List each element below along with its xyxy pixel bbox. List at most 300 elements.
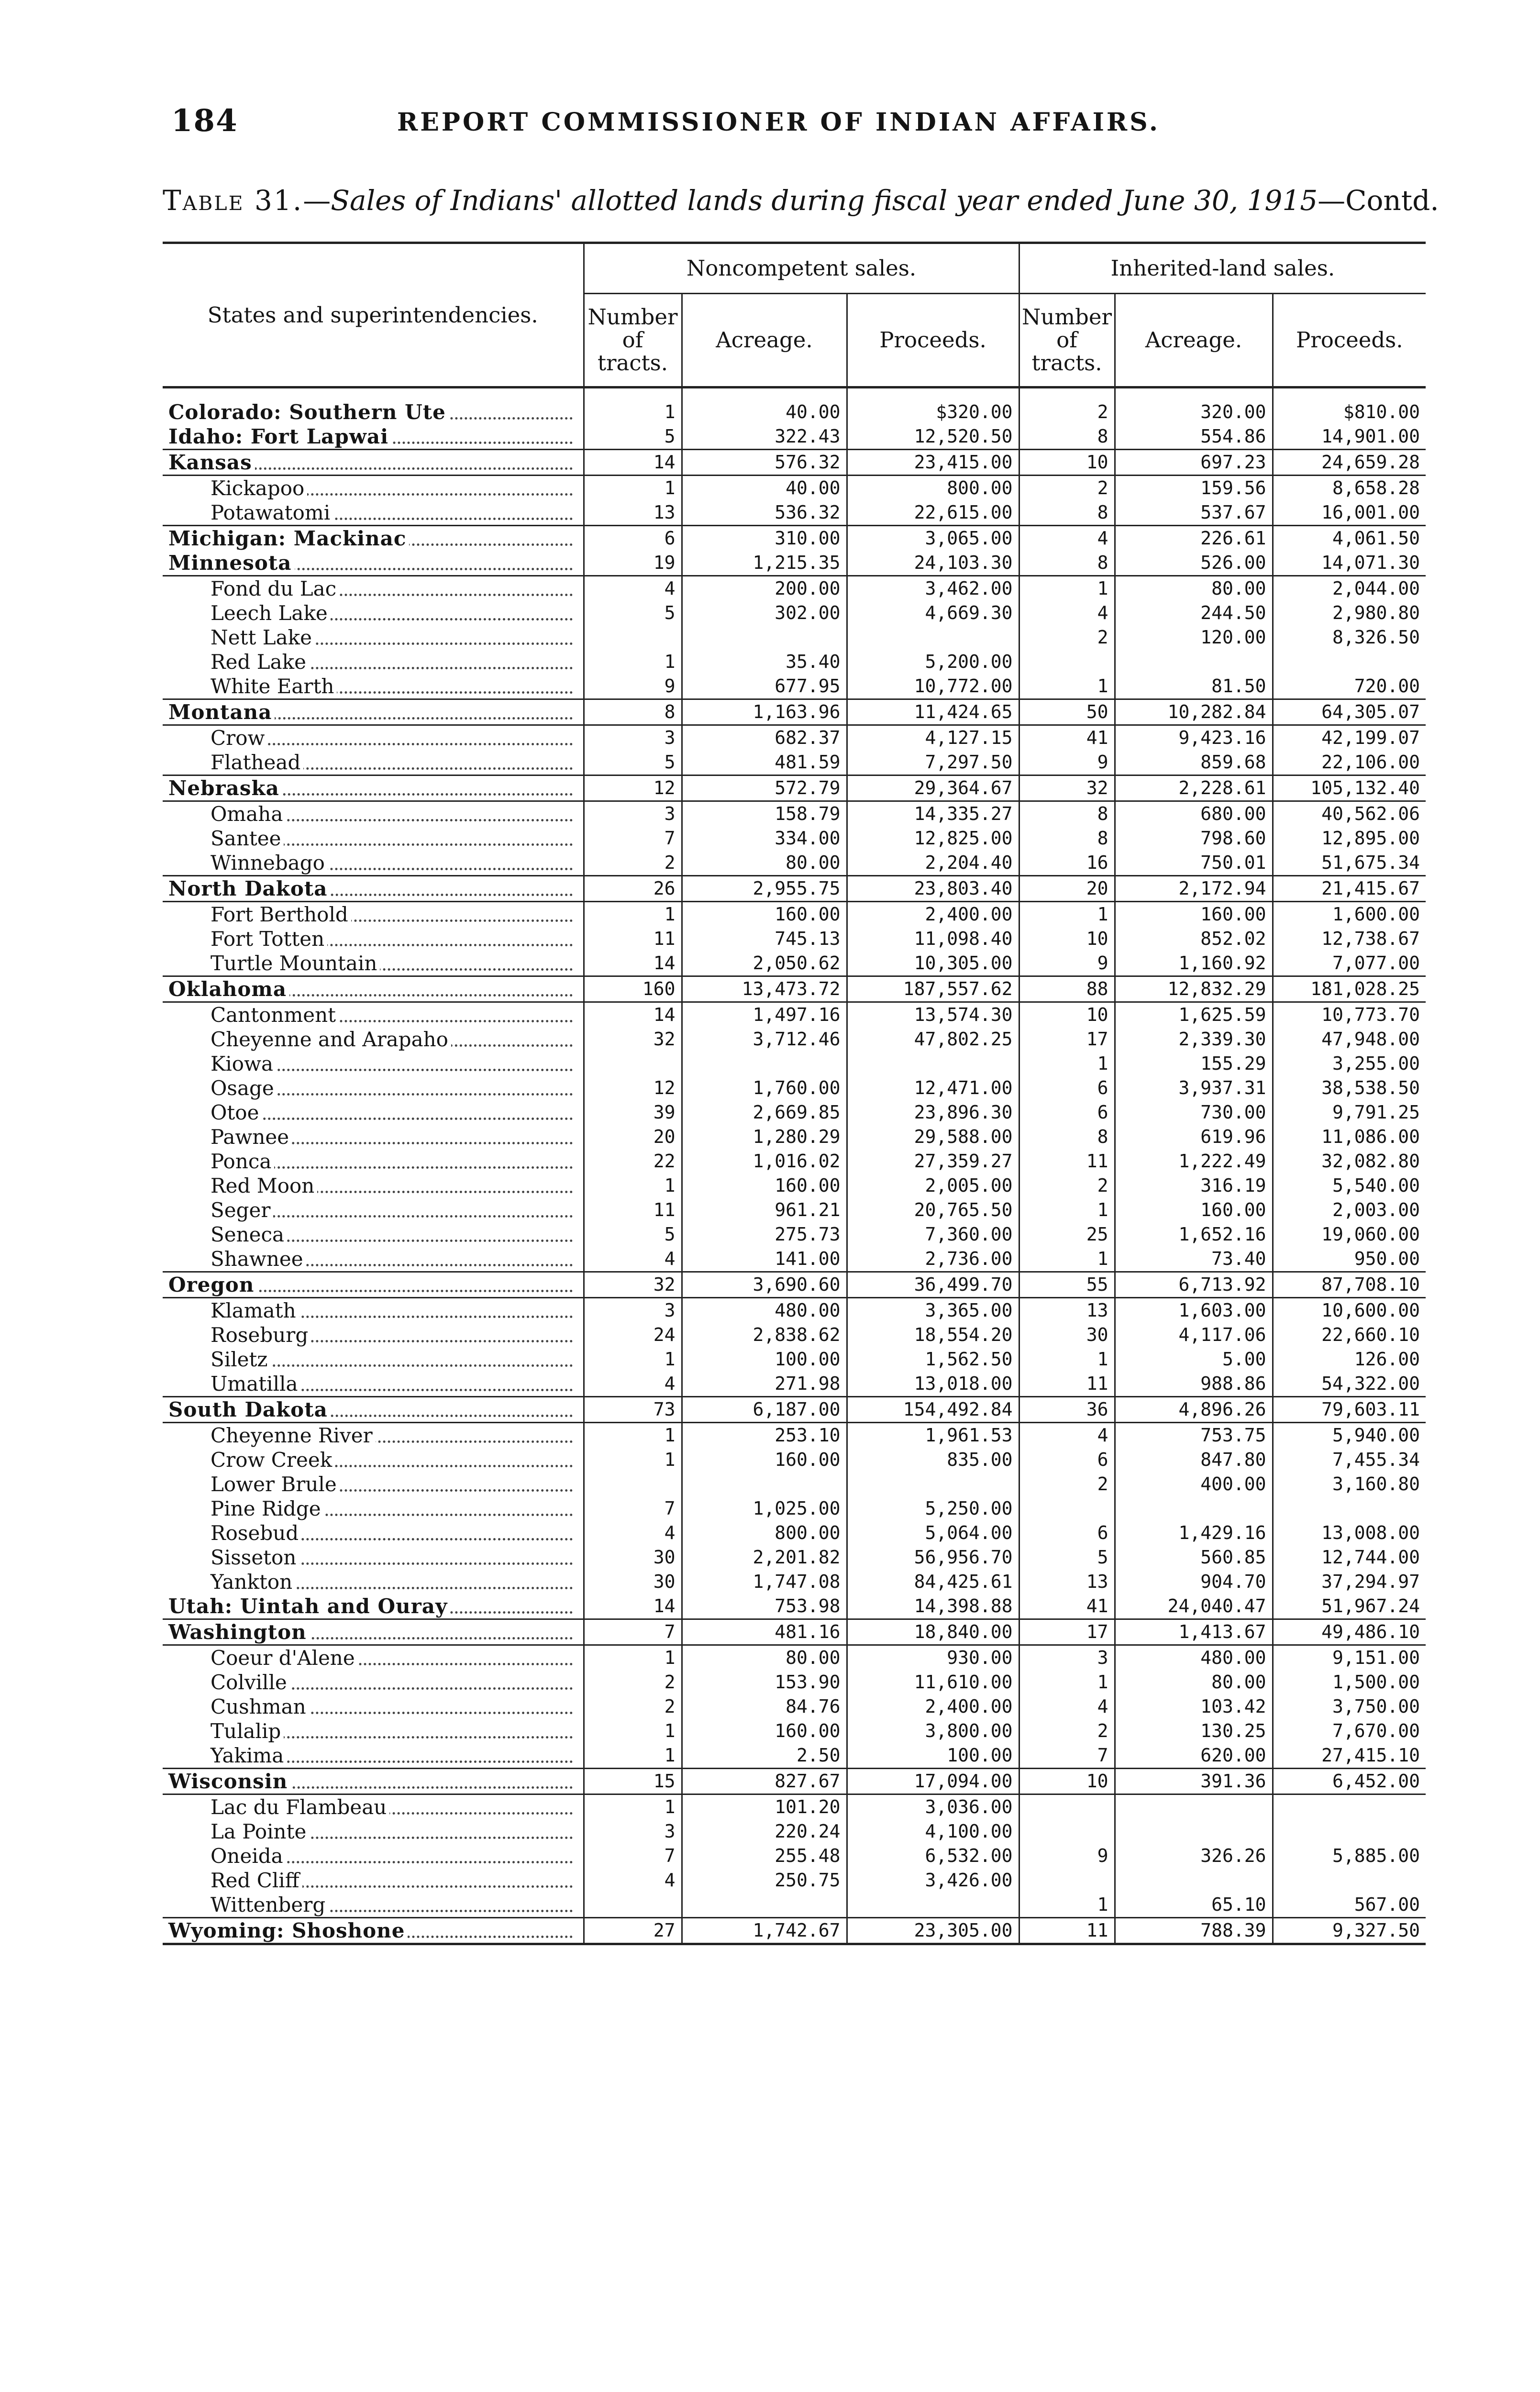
nc-proceeds-cell: 5,250.00 bbox=[847, 1496, 1019, 1521]
agency-name-cell bbox=[163, 826, 584, 851]
nc-proceeds-cell: 1,961.53 bbox=[847, 1423, 1019, 1448]
table-row bbox=[163, 1670, 1426, 1694]
in-tracts-cell: 10 bbox=[1019, 927, 1115, 951]
nc-tracts-cell: 7 bbox=[584, 826, 682, 851]
in-tracts-cell: 2 bbox=[1019, 1719, 1115, 1743]
leader-dots bbox=[168, 1769, 577, 1794]
nc-proceeds-cell: 5,064.00 bbox=[847, 1521, 1019, 1545]
nc-tracts-cell: 1 bbox=[584, 476, 682, 501]
leader-dots bbox=[211, 1423, 577, 1448]
nc-proceeds-cell: 4,127.15 bbox=[847, 725, 1019, 751]
leader-dots bbox=[168, 776, 577, 800]
nc-tracts-cell: 4 bbox=[584, 1521, 682, 1545]
agency-name-cell bbox=[163, 1100, 584, 1125]
table-row bbox=[163, 1893, 1426, 1918]
leader-dots bbox=[211, 1844, 577, 1868]
in-proceeds-cell: 2,003.00 bbox=[1332, 1199, 1420, 1220]
in-tracts-cell: 6 bbox=[1019, 1100, 1115, 1125]
leader-dots bbox=[211, 1670, 577, 1694]
table-row bbox=[163, 750, 1426, 775]
nc-acreage-cell: 2,050.62 bbox=[682, 951, 847, 976]
in-acreage-cell: 5.00 bbox=[1115, 1347, 1273, 1372]
in-tracts-cell: 8 bbox=[1019, 424, 1115, 450]
nc-acreage-cell: 275.73 bbox=[682, 1222, 847, 1247]
row-label: Oneida bbox=[211, 1844, 286, 1868]
in-proceeds-cell: 9,327.50 bbox=[1273, 1918, 1426, 1944]
state-name-cell bbox=[163, 1918, 584, 1944]
nc-proceeds-cell: 14,398.88 bbox=[847, 1594, 1019, 1619]
in-acreage-cell: 320.00 bbox=[1115, 400, 1273, 424]
in-proceeds-cell: 9,791.25 bbox=[1332, 1102, 1420, 1123]
nc-acreage-cell: 255.48 bbox=[682, 1844, 847, 1868]
in-proceeds-cell: 40,562.06 bbox=[1273, 801, 1426, 827]
nc-proceeds-cell: 84,425.61 bbox=[847, 1570, 1019, 1594]
table-row bbox=[163, 1125, 1426, 1149]
leader-dots bbox=[168, 450, 577, 475]
row-label: Red Cliff bbox=[211, 1869, 302, 1892]
in-acreage-cell: 400.00 bbox=[1115, 1472, 1273, 1496]
in-tracts-cell: 17 bbox=[1019, 1027, 1115, 1052]
agency-name-cell bbox=[163, 1670, 584, 1694]
nc-proceeds-cell: 5,200.00 bbox=[847, 650, 1019, 674]
nc-tracts-cell: 4 bbox=[584, 1868, 682, 1893]
row-label: Rosebud bbox=[211, 1521, 301, 1545]
in-acreage-cell: 680.00 bbox=[1115, 801, 1273, 827]
nc-acreage-cell: 3,712.46 bbox=[682, 1027, 847, 1052]
nc-acreage-cell: 310.00 bbox=[682, 526, 847, 551]
in-proceeds-cell bbox=[1273, 1819, 1426, 1844]
table-row bbox=[163, 1570, 1426, 1594]
agency-name-cell bbox=[163, 951, 584, 976]
table-row bbox=[163, 476, 1426, 501]
nc-tracts-cell: 7 bbox=[584, 1844, 682, 1868]
row-label: Leech Lake bbox=[211, 601, 331, 625]
row-label: Cushman bbox=[211, 1695, 309, 1718]
in-proceeds-cell: 12,738.67 bbox=[1321, 928, 1420, 949]
in-acreage-cell: 160.00 bbox=[1115, 1198, 1273, 1222]
table-row bbox=[163, 1222, 1426, 1247]
in-tracts-cell: 30 bbox=[1019, 1323, 1115, 1347]
in-acreage-cell: 788.39 bbox=[1115, 1918, 1273, 1944]
nc-tracts-cell: 15 bbox=[584, 1769, 682, 1794]
row-label: Turtle Mountain bbox=[211, 952, 380, 975]
table-row bbox=[163, 576, 1426, 601]
nc-proceeds-cell: 23,896.30 bbox=[847, 1100, 1019, 1125]
leader-dots bbox=[211, 1149, 577, 1174]
in-proceeds-cell: 51,675.34 bbox=[1321, 852, 1420, 873]
row-label: Klamath bbox=[211, 1299, 299, 1322]
in-acreage-cell: 326.26 bbox=[1115, 1844, 1273, 1868]
row-label: Coeur d'Alene bbox=[211, 1646, 358, 1670]
in-acreage-cell: 619.96 bbox=[1115, 1125, 1273, 1149]
table-row bbox=[163, 450, 1426, 476]
nc-proceeds-cell: 11,610.00 bbox=[847, 1670, 1019, 1694]
caption-dash: — bbox=[303, 184, 331, 217]
agency-name-cell bbox=[163, 927, 584, 951]
row-label: Fond du Lac bbox=[211, 577, 339, 600]
leader-dots bbox=[168, 1397, 577, 1422]
nc-acreage-cell: 1,497.16 bbox=[682, 1002, 847, 1028]
in-acreage-cell: 4,117.06 bbox=[1115, 1323, 1273, 1347]
agency-name-cell bbox=[163, 476, 584, 501]
leader-dots bbox=[168, 551, 577, 575]
leader-dots bbox=[211, 650, 577, 674]
in-proceeds-cell: 47,948.00 bbox=[1321, 1029, 1420, 1050]
in-proceeds-cell: 8,326.50 bbox=[1332, 627, 1420, 648]
in-acreage-cell: 798.60 bbox=[1115, 826, 1273, 851]
row-label: Cantonment bbox=[211, 1003, 339, 1027]
table-row bbox=[163, 1272, 1426, 1298]
in-acreage-cell: 1,222.49 bbox=[1115, 1149, 1273, 1174]
table-row bbox=[163, 1397, 1426, 1423]
in-proceeds-cell: 87,708.10 bbox=[1273, 1272, 1426, 1298]
in-tracts-cell: 55 bbox=[1019, 1272, 1115, 1298]
nc-tracts-cell: 26 bbox=[584, 876, 682, 902]
agency-name-cell bbox=[163, 1372, 584, 1397]
nc-acreage-cell: 253.10 bbox=[682, 1423, 847, 1448]
table-row bbox=[163, 775, 1426, 801]
leader-dots bbox=[211, 927, 577, 951]
agency-name-cell bbox=[163, 1247, 584, 1272]
leader-dots bbox=[168, 526, 577, 551]
in-proceeds-cell: 3,255.00 bbox=[1332, 1053, 1420, 1074]
table-row bbox=[163, 876, 1426, 902]
in-proceeds-cell: 12,744.00 bbox=[1321, 1547, 1420, 1568]
in-proceeds-cell: 2,044.00 bbox=[1273, 576, 1426, 601]
agency-name-cell bbox=[163, 1844, 584, 1868]
in-tracts-cell: 11 bbox=[1019, 1372, 1115, 1397]
in-tracts-cell: 1 bbox=[1019, 674, 1115, 699]
table-row bbox=[163, 1694, 1426, 1719]
nc-proceeds-cell: 18,554.20 bbox=[847, 1323, 1019, 1347]
in-acreage-cell: 3,937.31 bbox=[1115, 1076, 1273, 1100]
in-tracts-cell: 9 bbox=[1019, 750, 1115, 775]
row-label: Omaha bbox=[211, 802, 286, 826]
row-label: Kickapoo bbox=[211, 476, 307, 500]
in-tracts-cell: 1 bbox=[1019, 1052, 1115, 1076]
in-proceeds-cell: 14,901.00 bbox=[1321, 426, 1420, 447]
nc-acreage-cell: 160.00 bbox=[682, 1719, 847, 1743]
state-name-cell bbox=[163, 1272, 584, 1298]
nc-tracts-cell: 32 bbox=[584, 1027, 682, 1052]
nc-proceeds-cell: 29,588.00 bbox=[847, 1125, 1019, 1149]
nc-proceeds-cell: 4,100.00 bbox=[847, 1819, 1019, 1844]
nc-proceeds-cell: 2,204.40 bbox=[847, 851, 1019, 876]
in-acreage-cell: 120.00 bbox=[1115, 625, 1273, 650]
nc-tracts-cell: 1 bbox=[584, 1448, 682, 1472]
nc-acreage-cell: 961.21 bbox=[682, 1198, 847, 1222]
nc-acreage-cell: 2.50 bbox=[682, 1743, 847, 1769]
agency-name-cell bbox=[163, 750, 584, 775]
in-acreage-cell: 852.02 bbox=[1115, 927, 1273, 951]
in-acreage-cell: 6,713.92 bbox=[1115, 1272, 1273, 1298]
in-acreage-cell: 73.40 bbox=[1115, 1247, 1273, 1272]
leader-dots bbox=[211, 1545, 577, 1570]
nc-tracts-cell: 11 bbox=[584, 1198, 682, 1222]
nc-acreage-header: Acreage. bbox=[682, 294, 847, 388]
row-label: Flathead bbox=[211, 751, 303, 774]
table-body bbox=[163, 388, 1426, 1944]
leader-dots bbox=[211, 802, 577, 826]
nc-acreage-cell: 753.98 bbox=[682, 1594, 847, 1619]
nc-acreage-cell: 84.76 bbox=[682, 1694, 847, 1719]
in-tracts-cell: 1 bbox=[1019, 1893, 1115, 1918]
agency-name-cell bbox=[163, 500, 584, 526]
leader-dots bbox=[211, 1743, 577, 1768]
table-row bbox=[163, 1076, 1426, 1100]
nc-acreage-cell bbox=[682, 625, 847, 650]
agency-name-cell bbox=[163, 1222, 584, 1247]
row-label: Seneca bbox=[211, 1223, 287, 1246]
nc-acreage-cell: 101.20 bbox=[682, 1794, 847, 1820]
nc-tracts-cell: 5 bbox=[584, 1222, 682, 1247]
row-label: Kiowa bbox=[211, 1052, 276, 1075]
leader-dots bbox=[211, 1893, 577, 1917]
nc-tracts-cell: 1 bbox=[584, 902, 682, 927]
state-name-cell bbox=[163, 1594, 584, 1619]
table-row bbox=[163, 1149, 1426, 1174]
in-acreage-cell: 2,339.30 bbox=[1115, 1027, 1273, 1052]
in-proceeds-cell: 126.00 bbox=[1354, 1349, 1420, 1370]
nc-proceeds-cell: 47,802.25 bbox=[847, 1027, 1019, 1052]
table-row bbox=[163, 1496, 1426, 1521]
nc-acreage-cell: 1,163.96 bbox=[682, 699, 847, 725]
page-number: 184 bbox=[171, 103, 238, 139]
table-row bbox=[163, 1769, 1426, 1794]
nc-acreage-cell: 1,016.02 bbox=[682, 1149, 847, 1174]
in-tracts-cell: 8 bbox=[1019, 500, 1115, 526]
nc-proceeds-cell: 2,400.00 bbox=[847, 1694, 1019, 1719]
nc-acreage-cell: 827.67 bbox=[682, 1769, 847, 1794]
nc-proceeds-cell: 6,532.00 bbox=[847, 1844, 1019, 1868]
leader-dots bbox=[211, 1448, 577, 1472]
row-label: Sisseton bbox=[211, 1546, 299, 1569]
nc-proceeds-cell: 2,736.00 bbox=[847, 1247, 1019, 1272]
row-label: Lower Brule bbox=[211, 1473, 340, 1496]
nc-acreage-cell: 35.40 bbox=[682, 650, 847, 674]
row-label: Cheyenne and Arapaho bbox=[211, 1028, 451, 1051]
nc-tracts-cell: 6 bbox=[584, 526, 682, 551]
nc-tracts-cell: 7 bbox=[584, 1619, 682, 1645]
agency-name-cell bbox=[163, 1868, 584, 1893]
in-tracts-cell: 9 bbox=[1019, 1844, 1115, 1868]
state-name-cell bbox=[163, 551, 584, 576]
in-proceeds-cell: 5,540.00 bbox=[1332, 1175, 1420, 1196]
in-proceeds-cell: 5,940.00 bbox=[1273, 1423, 1426, 1448]
row-label: La Pointe bbox=[211, 1820, 309, 1843]
in-tracts-cell bbox=[1019, 1496, 1115, 1521]
row-label: Red Lake bbox=[211, 650, 309, 674]
row-label: Yankton bbox=[211, 1570, 295, 1594]
nc-proceeds-cell bbox=[847, 1052, 1019, 1076]
row-label: Oklahoma bbox=[168, 977, 289, 1001]
in-acreage-cell: 554.86 bbox=[1115, 424, 1273, 450]
nc-proceeds-cell: 3,365.00 bbox=[847, 1298, 1019, 1323]
table-row bbox=[163, 1423, 1426, 1448]
nc-proceeds-cell: 3,462.00 bbox=[847, 576, 1019, 601]
agency-name-cell bbox=[163, 601, 584, 625]
in-acreage-cell: 9,423.16 bbox=[1115, 725, 1273, 751]
in-proceeds-cell: 16,001.00 bbox=[1321, 502, 1420, 523]
row-label: Utah: Uintah and Ouray bbox=[168, 1595, 450, 1618]
row-label: South Dakota bbox=[168, 1398, 331, 1421]
nc-acreage-cell: 2,669.85 bbox=[682, 1100, 847, 1125]
nc-tracts-cell: 1 bbox=[584, 1645, 682, 1671]
table-row bbox=[163, 976, 1426, 1002]
in-tracts-cell bbox=[1019, 1868, 1115, 1893]
nc-tracts-cell: 3 bbox=[584, 725, 682, 751]
in-tracts-cell: 11 bbox=[1019, 1149, 1115, 1174]
in-proceeds-cell: 181,028.25 bbox=[1273, 976, 1426, 1002]
row-label: Oregon bbox=[168, 1273, 257, 1296]
leader-dots bbox=[211, 1052, 577, 1076]
in-acreage-cell: 24,040.47 bbox=[1115, 1594, 1273, 1619]
nc-acreage-cell: 481.59 bbox=[682, 750, 847, 775]
state-name-cell bbox=[163, 976, 584, 1002]
leader-dots bbox=[168, 700, 577, 724]
table-row bbox=[163, 1347, 1426, 1372]
nc-proceeds-cell: 23,415.00 bbox=[847, 450, 1019, 476]
noncompetent-group-header: Noncompetent sales. bbox=[584, 243, 1019, 294]
in-tracts-cell: 2 bbox=[1019, 1174, 1115, 1198]
table-row bbox=[163, 1594, 1426, 1619]
agency-name-cell bbox=[163, 1496, 584, 1521]
table-row bbox=[163, 1545, 1426, 1570]
row-label: Wisconsin bbox=[168, 1770, 290, 1793]
table-row bbox=[163, 1002, 1426, 1028]
in-proceeds-cell: 54,322.00 bbox=[1321, 1373, 1420, 1394]
leader-dots bbox=[168, 1918, 577, 1943]
in-tracts-cell: 8 bbox=[1019, 1125, 1115, 1149]
nc-acreage-cell: 158.79 bbox=[682, 801, 847, 827]
nc-tracts-cell: 1 bbox=[584, 400, 682, 424]
agency-name-cell bbox=[163, 1893, 584, 1918]
in-tracts-cell: 13 bbox=[1019, 1570, 1115, 1594]
nc-proceeds-cell: 12,825.00 bbox=[847, 826, 1019, 851]
in-acreage-cell: 65.10 bbox=[1115, 1893, 1273, 1918]
nc-acreage-cell: 160.00 bbox=[682, 1448, 847, 1472]
in-acreage-cell bbox=[1115, 1794, 1273, 1820]
row-label: Minnesota bbox=[168, 551, 295, 575]
nc-proceeds-cell: 800.00 bbox=[847, 476, 1019, 501]
agency-name-cell bbox=[163, 1198, 584, 1222]
leader-dots bbox=[211, 1174, 577, 1198]
nc-proceeds-cell: 13,018.00 bbox=[847, 1372, 1019, 1397]
in-tracts-cell: 1 bbox=[1019, 576, 1115, 601]
in-proceeds-cell: 64,305.07 bbox=[1273, 699, 1426, 725]
leader-dots bbox=[211, 1472, 577, 1496]
agency-name-cell bbox=[163, 1347, 584, 1372]
spacer-row bbox=[163, 388, 1426, 400]
nc-tracts-cell: 1 bbox=[584, 1347, 682, 1372]
in-tracts-cell: 1 bbox=[1019, 1247, 1115, 1272]
in-proceeds-cell: 79,603.11 bbox=[1273, 1397, 1426, 1423]
state-name-cell bbox=[163, 400, 584, 424]
in-acreage-cell: 160.00 bbox=[1115, 902, 1273, 927]
leader-dots bbox=[211, 1125, 577, 1149]
table-row bbox=[163, 400, 1426, 424]
row-label: Kansas bbox=[168, 451, 255, 474]
nc-acreage-cell: 677.95 bbox=[682, 674, 847, 699]
in-acreage-cell: 730.00 bbox=[1115, 1100, 1273, 1125]
nc-tracts-cell bbox=[584, 625, 682, 650]
in-acreage-cell: 620.00 bbox=[1115, 1743, 1273, 1769]
leader-dots bbox=[211, 1372, 577, 1396]
row-label: Tulalip bbox=[211, 1719, 284, 1743]
nc-acreage-cell: 80.00 bbox=[682, 1645, 847, 1671]
row-label: Potawatomi bbox=[211, 501, 333, 524]
leader-dots bbox=[211, 1247, 577, 1271]
in-acreage-cell: 80.00 bbox=[1115, 1670, 1273, 1694]
table-row bbox=[163, 1372, 1426, 1397]
leader-dots bbox=[168, 1620, 577, 1644]
nc-acreage-cell: 1,747.08 bbox=[682, 1570, 847, 1594]
nc-proceeds-cell: 56,956.70 bbox=[847, 1545, 1019, 1570]
nc-acreage-cell: 250.75 bbox=[682, 1868, 847, 1893]
row-label: Wittenberg bbox=[211, 1893, 328, 1916]
table-row bbox=[163, 674, 1426, 699]
leader-dots bbox=[211, 1198, 577, 1222]
nc-tracts-cell: 7 bbox=[584, 1496, 682, 1521]
row-label: Pawnee bbox=[211, 1125, 292, 1149]
nc-tracts-cell: 2 bbox=[584, 851, 682, 876]
agency-name-cell bbox=[163, 1743, 584, 1769]
leader-dots bbox=[168, 977, 577, 1001]
nc-acreage-cell: 160.00 bbox=[682, 1174, 847, 1198]
nc-acreage-cell: 200.00 bbox=[682, 576, 847, 601]
in-tracts-cell: 41 bbox=[1019, 1594, 1115, 1619]
row-label: Colville bbox=[211, 1671, 290, 1694]
leader-dots bbox=[168, 1273, 577, 1297]
in-proceeds-cell: 14,071.30 bbox=[1321, 552, 1420, 573]
nc-proceeds-cell: 7,297.50 bbox=[847, 750, 1019, 775]
nc-tracts-cell: 12 bbox=[584, 775, 682, 801]
in-tracts-cell: 10 bbox=[1019, 1769, 1115, 1794]
nc-tracts-cell: 2 bbox=[584, 1694, 682, 1719]
table-row bbox=[163, 1100, 1426, 1125]
in-proceeds-cell bbox=[1273, 650, 1426, 674]
in-proceeds-cell: 37,294.97 bbox=[1321, 1571, 1420, 1592]
in-proceeds-cell: 38,538.50 bbox=[1321, 1077, 1420, 1098]
nc-tracts-header: Number of tracts. bbox=[584, 294, 682, 388]
nc-tracts-cell: 73 bbox=[584, 1397, 682, 1423]
nc-acreage-cell: 141.00 bbox=[682, 1247, 847, 1272]
in-tracts-cell: 10 bbox=[1019, 1002, 1115, 1028]
nc-proceeds-cell: 24,103.30 bbox=[847, 551, 1019, 576]
in-tracts-cell bbox=[1019, 650, 1115, 674]
nc-tracts-cell bbox=[584, 1472, 682, 1496]
table-row bbox=[163, 1743, 1426, 1769]
in-acreage-cell: 859.68 bbox=[1115, 750, 1273, 775]
in-tracts-cell: 3 bbox=[1019, 1645, 1115, 1671]
in-acreage-cell bbox=[1115, 1496, 1273, 1521]
agency-name-cell bbox=[163, 1645, 584, 1671]
nc-proceeds-cell bbox=[847, 1893, 1019, 1918]
nc-tracts-cell: 1 bbox=[584, 650, 682, 674]
table-row bbox=[163, 424, 1426, 450]
nc-tracts-cell: 160 bbox=[584, 976, 682, 1002]
nc-tracts-cell bbox=[584, 1893, 682, 1918]
in-tracts-cell: 7 bbox=[1019, 1743, 1115, 1769]
in-tracts-cell: 4 bbox=[1019, 1694, 1115, 1719]
in-tracts-cell: 6 bbox=[1019, 1448, 1115, 1472]
in-tracts-cell: 11 bbox=[1019, 1918, 1115, 1944]
in-proceeds-cell: 13,008.00 bbox=[1321, 1522, 1420, 1543]
table-row bbox=[163, 1323, 1426, 1347]
row-label: Washington bbox=[168, 1620, 310, 1644]
in-acreage-cell: 1,603.00 bbox=[1115, 1298, 1273, 1323]
page-header bbox=[0, 103, 1540, 141]
